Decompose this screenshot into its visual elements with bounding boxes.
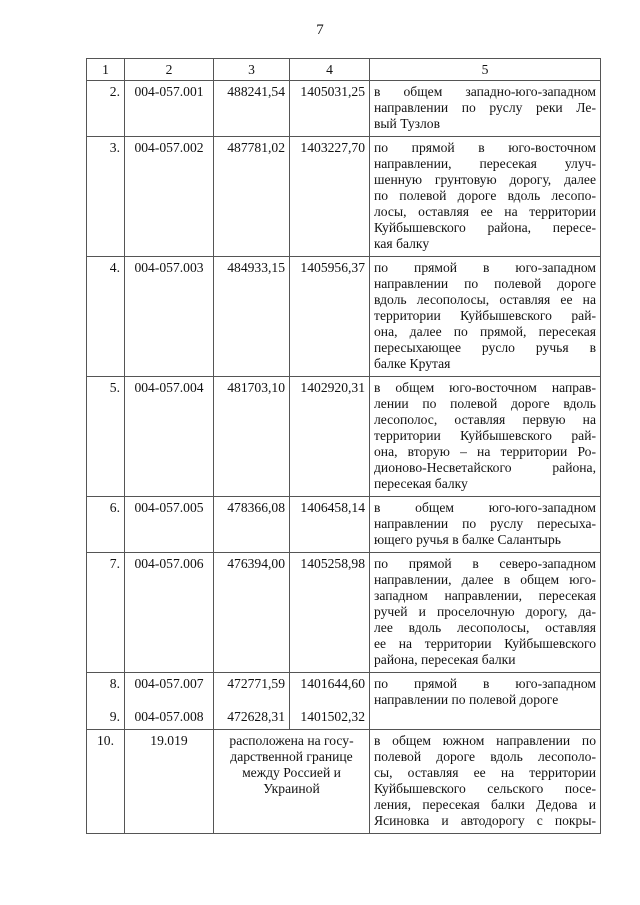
description-line: Куйбышевского сельского посе- (374, 781, 596, 796)
point-code: 004-057.006 (125, 553, 214, 673)
point-code: 004-057.003 (125, 257, 214, 377)
coordinate-y: 1405258,98 (290, 553, 370, 673)
description-line: по полевой дороге вдоль лесопо- (374, 188, 596, 203)
description-line: направлении по руслу реки Ле- (374, 100, 596, 115)
description-line: полевой дороге вдоль лесополо- (374, 749, 596, 764)
table-row (87, 257, 601, 377)
row-number: 7. (87, 553, 125, 673)
description-line: дионово-Несветайского района, (374, 460, 596, 475)
description-line: ручей и проселочную дорогу, да- (374, 604, 596, 619)
header-col-2: 2 (125, 59, 214, 81)
description-line: района, пересекая балки (374, 652, 516, 667)
description-line: Ясиновка и автодорогу с покры- (374, 813, 596, 828)
point-code: 004-057.004 (125, 377, 214, 497)
description-line: по прямой в северо-западном (374, 556, 596, 571)
page-number: 7 (316, 22, 324, 38)
description-line: направлении по полевой дороге (374, 276, 596, 291)
point-code: 19.019 (125, 730, 214, 834)
description-line: по прямой в юго-западном (374, 676, 596, 691)
description-line: балке Крутая (374, 356, 451, 371)
description-line: направлении, далее в общем юго- (374, 572, 596, 587)
coordinate-x: 476394,00 (214, 553, 290, 673)
coordinate-x: 487781,02 (214, 137, 290, 257)
description-line: западном направлении, пересекая (374, 588, 596, 603)
description-line: по прямой в юго-восточном (374, 140, 596, 155)
row-number: 6. (87, 497, 125, 553)
header-col-4: 4 (290, 59, 370, 81)
row-number-pair (87, 673, 125, 730)
coordinate-y: 1402920,31 (290, 377, 370, 497)
point-code: 004-057.005 (125, 497, 214, 553)
note-line: расположена на госу- (229, 733, 354, 748)
point-code: 004-057.001 (125, 81, 214, 137)
table-row (87, 497, 601, 553)
description-line: в общем юго-восточном направ- (374, 380, 596, 395)
row-number: 5. (87, 377, 125, 497)
coordinate-x: 478366,08 (214, 497, 290, 553)
description-line: вый Тузлов (374, 116, 441, 131)
description-line: пересыхающее русло ручья в (374, 340, 596, 355)
note-line: Украиной (263, 781, 320, 796)
boundary-description (370, 673, 601, 730)
coordinate-y: 1401502,32 (300, 709, 365, 724)
description-line: лосы, оставляя ее на территории (374, 204, 596, 219)
description-line: направлении по полевой дороге (374, 692, 559, 707)
coordinate-y: 1406458,14 (290, 497, 370, 553)
coordinate-y-pair (290, 673, 370, 730)
description-line: лении по полевой дороге вдоль (374, 396, 596, 411)
row-number: 2. (87, 81, 125, 137)
coordinate-x: 481703,10 (214, 377, 290, 497)
description-line: в общем южном направлении по (374, 733, 596, 748)
point-code: 004-057.002 (125, 137, 214, 257)
description-line: ющего ручья в балке Салантырь (374, 532, 561, 547)
description-line: направлении по руслу пересыха- (374, 516, 596, 531)
description-line: вдоль лесополосы, оставляя ее на (374, 292, 596, 307)
description-line: Куйбышевского района, пересе- (374, 220, 596, 235)
row-number: 9. (109, 709, 120, 724)
header-col-5: 5 (370, 59, 601, 81)
coordinate-x-pair (214, 673, 290, 730)
note-line: дарственной границе (230, 749, 353, 764)
coordinate-x: 472628,31 (227, 709, 285, 724)
coordinate-y: 1401644,60 (300, 676, 365, 691)
description-line: ее на территории Куйбышевского (374, 636, 596, 651)
description-line: в общем западно-юго-западном (374, 84, 596, 99)
description-line: кая балку (374, 236, 430, 251)
row-number: 8. (109, 676, 120, 691)
row-number: 10. (87, 730, 125, 834)
border-location-note (214, 730, 370, 834)
boundary-table (86, 58, 601, 834)
description-line: сы, оставляя ее на территории (374, 765, 596, 780)
description-line: территории Куйбышевского рай- (374, 428, 596, 443)
description-line: пересекая балку (374, 476, 468, 491)
coordinate-x: 484933,15 (214, 257, 290, 377)
table-row (87, 553, 601, 673)
boundary-description (370, 377, 601, 497)
coordinate-y: 1403227,70 (290, 137, 370, 257)
header-col-1: 1 (87, 59, 125, 81)
boundary-description (370, 257, 601, 377)
description-line: в общем юго-юго-западном (374, 500, 596, 515)
table-row (87, 81, 601, 137)
description-line: направлении, пересекая улуч- (374, 156, 596, 171)
table-row (87, 377, 601, 497)
boundary-description (370, 730, 601, 834)
description-line: по прямой в юго-западном (374, 260, 596, 275)
boundary-description (370, 137, 601, 257)
coordinate-x: 472771,59 (227, 676, 285, 691)
boundary-description (370, 81, 601, 137)
row-number: 3. (87, 137, 125, 257)
description-line: шенную грунтовую дорогу, далее (374, 172, 596, 187)
header-col-3: 3 (214, 59, 290, 81)
point-code: 004-057.007 (134, 676, 204, 691)
coordinate-x: 488241,54 (214, 81, 290, 137)
point-code: 004-057.008 (134, 709, 204, 724)
description-line: лее вдоль лесополосы, оставляя (374, 620, 596, 635)
table-row (87, 673, 601, 730)
table-row (87, 730, 601, 834)
description-line: она, вторую – на территории Ро- (374, 444, 596, 459)
coordinate-y: 1405031,25 (290, 81, 370, 137)
description-line: лесополос, оставляя первую на (374, 412, 596, 427)
description-line: она, далее по прямой, пересекая (374, 324, 596, 339)
point-code-pair (125, 673, 214, 730)
boundary-description (370, 497, 601, 553)
description-line: ления, пересекая балки Дедова и (374, 797, 596, 812)
coordinate-y: 1405956,37 (290, 257, 370, 377)
description-line: территории Куйбышевского рай- (374, 308, 596, 323)
table-row (87, 137, 601, 257)
header-row (87, 59, 601, 81)
note-line: между Россией и (242, 765, 341, 780)
row-number: 4. (87, 257, 125, 377)
boundary-description (370, 553, 601, 673)
